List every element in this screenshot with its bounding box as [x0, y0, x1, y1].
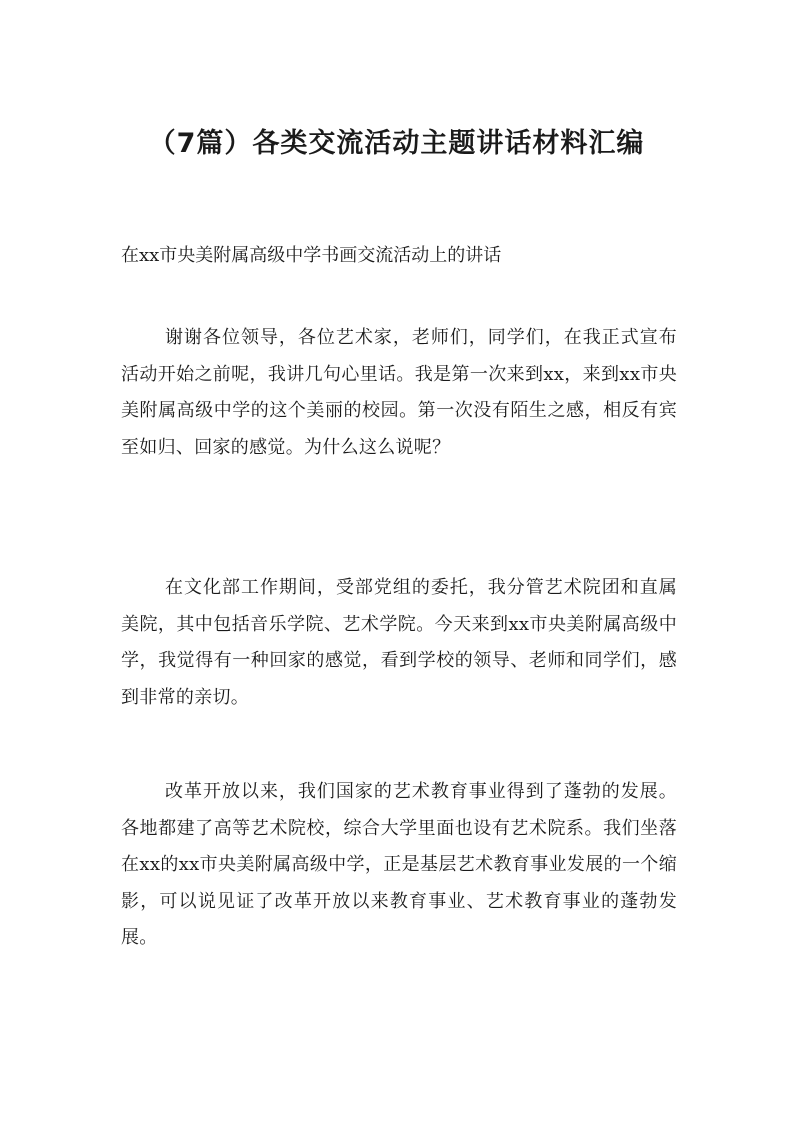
document-title: （7篇）各类交流活动主题讲话材料汇编 — [148, 128, 645, 159]
paragraph-3: 改革开放以来，我们国家的艺术教育事业得到了蓬勃的发展。各地都建了高等艺术院校，综合大学里面也设有艺术院系。我们坐落在xx的xx市央美附属高级中学，正是基层艺术教育事业发展的一个缩影，可以说见证了改革开放以来教育事业、艺术教育事业的蓬勃发展。 — [121, 781, 677, 948]
paragraph-2: 在文化部工作期间，受部党组的委托，我分管艺术院团和直属美院，其中包括音乐学院、艺术学院。今天来到xx市央美附属高级中学，我觉得有一种回家的感觉，看到学校的领导、老师和同学们，感到非常的亲切。 — [121, 577, 677, 708]
paragraph-1: 谢谢各位领导，各位艺术家，老师们，同学们，在我正式宣布活动开始之前呢，我讲几句心里话。我是第一次来到xx，来到xx市央美附属高级中学的这个美丽的校园。第一次没有陌生之感，相反有宾至如归、回家的感觉。为什么这么说呢？ — [121, 327, 677, 458]
speech-subtitle: 在xx市央美附属高级中学书画交流活动上的讲话 — [121, 245, 502, 266]
